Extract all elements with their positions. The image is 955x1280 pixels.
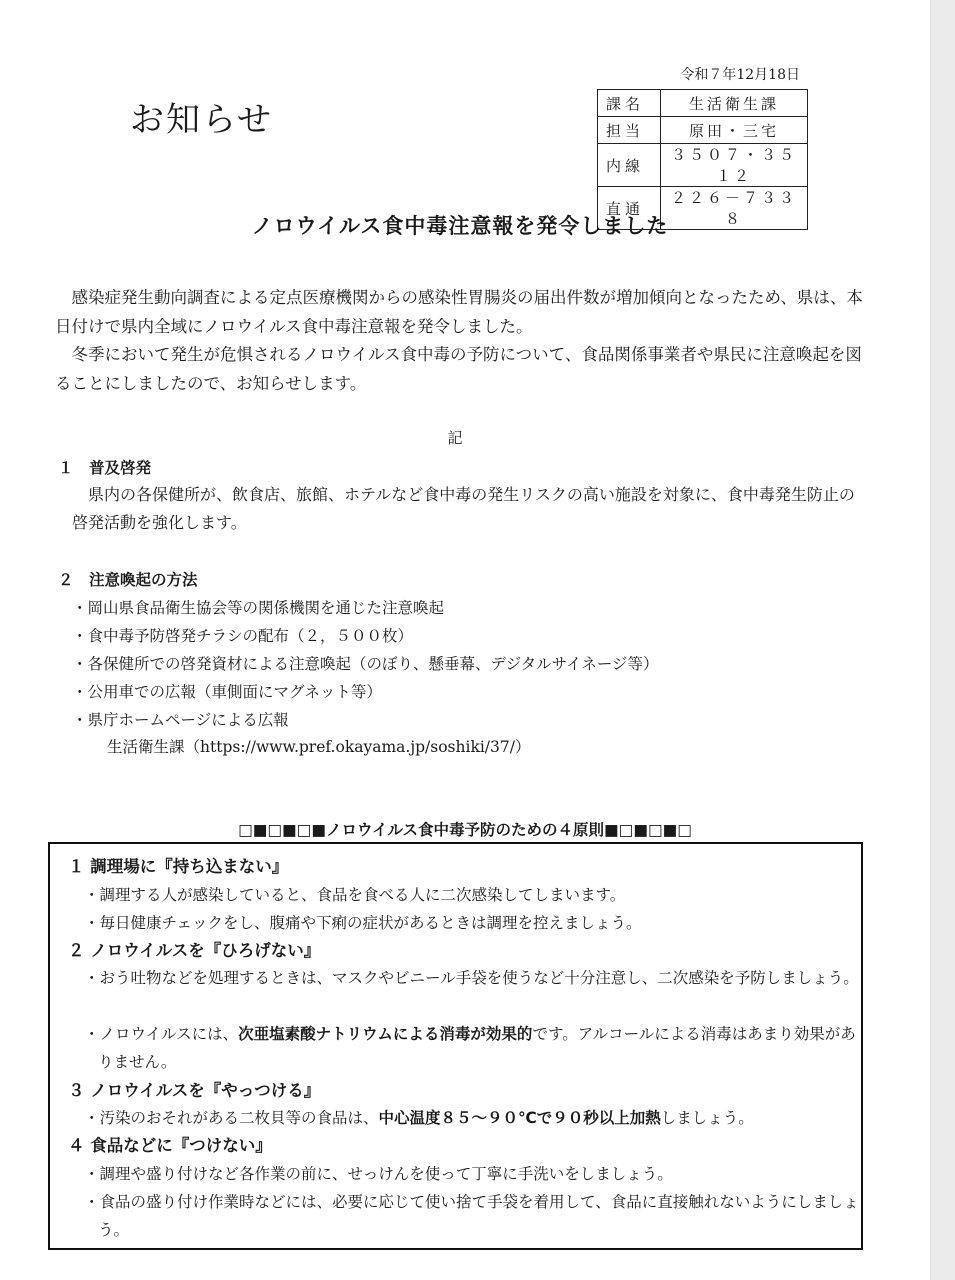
- page-edge: [930, 0, 955, 1280]
- section2-heading: ２ 注意喚起の方法: [58, 571, 198, 589]
- contact-label: 担当: [598, 117, 661, 144]
- contact-value: ３５０７・３５１２: [661, 144, 808, 187]
- item-text: ・ノロウイルスには、: [84, 1025, 239, 1043]
- principle-item: [84, 1104, 868, 1132]
- principle-item: ・毎日健康チェックをし、腹痛や下痢の症状があるときは調理を控えましょう。: [84, 914, 642, 932]
- headline: ノロウイルス食中毒注意報を発令しました: [251, 214, 669, 238]
- principle-item: ・調理する人が感染していると、食品を食べる人に二次感染してしまいます。: [84, 886, 626, 904]
- list-item: ・県庁ホームページによる広報: [72, 711, 289, 729]
- issue-date: 令和７年12月18日: [680, 67, 800, 83]
- emphasis-text: 次亜塩素酸ナトリウムによる消毒が効果的: [238, 1025, 533, 1043]
- contact-table: [597, 89, 808, 230]
- intro-paragraph: 感染症発生動向調査による定点医療機関からの感染性胃腸炎の届出件数が増加傾向となったため、県は、本日付けで県内全域にノロウイルス食中毒注意報を発令しました。: [55, 288, 863, 336]
- contact-label: 内線: [598, 144, 661, 187]
- section1-body: 県内の各保健所が、飲食店、旅館、ホテルなど食中毒の発生リスクの高い施設を対象に、食中毒発生防止の啓発活動を強化します。: [72, 485, 855, 532]
- principle-item: ・おう吐物などを処理するときは、マスクやビニール手袋を使うなど十分注意し、二次感染を予防しましょう。: [84, 969, 859, 987]
- principle2-heading: ２ ノロウイルスを『ひろげない』: [68, 941, 321, 960]
- item-text: です。アルコールによる消毒はあまり効果がありません。: [98, 1025, 856, 1071]
- notice-title: お知らせ: [130, 100, 273, 140]
- list-item: ・食中毒予防啓発チラシの配布（２，５００枚）: [72, 627, 414, 645]
- intro-text: [55, 284, 870, 398]
- list-item: ・岡山県食品衛生協会等の関係機関を通じた注意喚起: [72, 599, 445, 617]
- section1-heading: １ 普及啓発: [58, 459, 152, 477]
- contact-row: [598, 144, 808, 187]
- contact-value: ２２６－７３３８: [661, 187, 808, 230]
- principle-item: ・食品の盛り付け作業時などには、必要に応じて使い捨て手袋を着用して、食品に直接触れないようにしましょう。: [84, 1193, 859, 1239]
- principle1-heading: １ 調理場に『持ち込まない』: [68, 857, 289, 876]
- section2-list: [72, 594, 659, 734]
- contact-value: 生活衛生課: [661, 90, 808, 117]
- intro-paragraph: 冬季において発生が危惧されるノロウイルス食中毒の予防について、食品関係事業者や県民に注意喚起を図ることにしましたので、お知らせします。: [55, 345, 862, 393]
- list-item: ・公用車での広報（車側面にマグネット等）: [72, 683, 382, 701]
- contact-row: [598, 90, 808, 117]
- principle-item: ・調理や盛り付けなど各作業の前に、せっけんを使って丁寧に手洗いをしましょう。: [84, 1165, 673, 1183]
- principle-item: [84, 1020, 868, 1076]
- item-text: しましょう。: [660, 1109, 754, 1127]
- contact-label: 直通: [598, 187, 661, 230]
- principle4-heading: ４ 食品などに『つけない』: [68, 1136, 272, 1155]
- emphasis-text: 中心温度８５～９０℃で９０秒以上加熱: [378, 1109, 661, 1127]
- contact-row: [598, 117, 808, 144]
- website-link[interactable]: 生活衛生課（https://www.pref.okayama.jp/soshiki/37/）: [107, 738, 531, 756]
- principle3-heading: ３ ノロウイルスを『やっつける』: [68, 1081, 321, 1100]
- contact-label: 課名: [598, 90, 661, 117]
- principles-title: □■□■□■ノロウイルス食中毒予防のための４原則■□■□■□: [238, 821, 692, 839]
- contact-value: 原田・三宅: [661, 117, 808, 144]
- item-text: ・汚染のおそれがある二枚貝等の食品は、: [84, 1109, 379, 1127]
- principles-box: [48, 842, 863, 1250]
- list-item: ・各保健所での啓発資材による注意喚起（のぼり、懸垂幕、デジタルサイネージ等）: [72, 655, 659, 673]
- ki-marker: 記: [447, 429, 463, 447]
